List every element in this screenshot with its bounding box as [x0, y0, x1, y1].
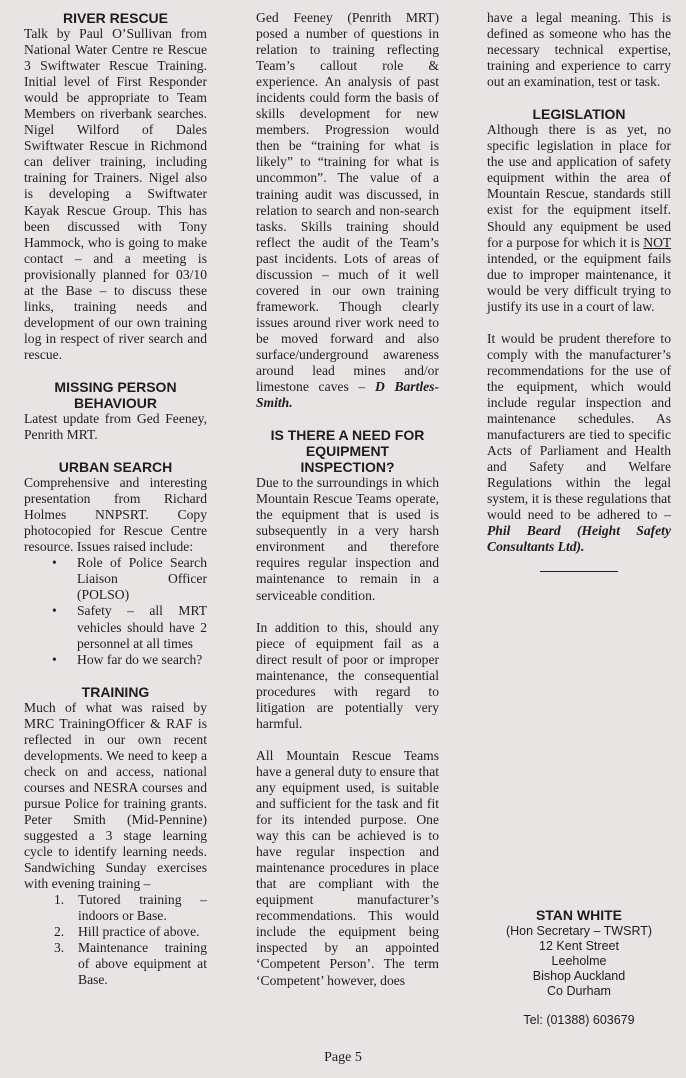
- equipment-paragraph-1: Due to the surroundings in which Mountain Rescue Teams operate, the equipment that is used is subsequently in a very harsh environment and therefore requires regular inspection and maintenance to remain in a serviceable condition.: [256, 475, 439, 603]
- urban-search-heading: URBAN SEARCH: [58, 459, 173, 476]
- list-item: • Safety – all MRT vehicles should have 2 personnel at all times: [24, 603, 207, 651]
- urban-search-issues-list: [24, 555, 207, 667]
- step-number: 2.: [54, 924, 65, 940]
- missing-person-text: Latest update from Ged Feeney, Penrith MRT.: [24, 410, 207, 443]
- equipment-paragraph-3: All Mountain Rescue Teams have a general duty to ensure that any equipment used, is suitable and sufficient for the task and fit for its intended purpose. One way this can be achieved is to have regular inspection and maintenance procedures in place that are compliant with the equipment manufacturer’s recommendations. This would include the equipment being inspected by an appointed ‘Competent Person’. The term ‘Competent’ however, does: [256, 747, 439, 988]
- missing-person-heading: [24, 379, 207, 411]
- competent-definition-text: have a legal meaning. This is defined as someone who has the necessary technical expertise, training and experience to carry out an examination, test or task.: [487, 10, 671, 90]
- contact-block: [487, 907, 671, 1028]
- list-item: • Role of Police Search Liaison Officer (POLSO): [24, 555, 207, 603]
- column-2: [256, 10, 439, 989]
- step-number: 3.: [54, 940, 65, 956]
- training-audit-text: [256, 10, 439, 411]
- missing-person-heading-line1: MISSING PERSON: [54, 378, 177, 395]
- column-3: [487, 10, 671, 572]
- step-text: Hill practice of above.: [78, 924, 200, 940]
- legislation-heading: LEGISLATION: [532, 106, 626, 123]
- contact-name: STAN WHITE: [535, 907, 623, 923]
- section-divider: [540, 571, 618, 572]
- legislation-paragraph-2: [487, 331, 671, 556]
- equipment-paragraph-2: In addition to this, should any piece of equipment fail as a direct result of poor or improper maintenance, the consequential procedures with regard to litigation are potentially very harmful.: [256, 619, 439, 731]
- equipment-heading-line3: INSPECTION?: [300, 459, 395, 476]
- contact-address-line: Co Durham: [547, 984, 611, 998]
- contact-address-line: Leeholme: [551, 954, 607, 968]
- list-item: [24, 892, 207, 924]
- legislation-text: It would be prudent therefore to comply with the manufacturer’s recommendations for the use of the equipment, which would include regular inspection and maintenance schedules. As manufacturers are tied to specific Acts of Parliament and Health and Safety and Welfare Regulations within the legal system, it is these regulations that would need to be adhered to –: [487, 330, 671, 523]
- list-item: • How far do we search?: [24, 652, 207, 668]
- training-steps-list: [24, 892, 207, 988]
- author-signature: D Bartles-Smith.: [256, 379, 440, 411]
- legislation-paragraph-1: [487, 122, 671, 315]
- missing-person-heading-line2: BEHAVIOUR: [74, 394, 157, 411]
- list-item: [24, 924, 207, 940]
- legislation-text-after: intended, or the equipment fails due to improper maintenance, it would be very difficult trying to justify its use in a court of law.: [487, 250, 671, 314]
- step-number: 1.: [54, 892, 65, 908]
- contact-telephone: Tel: (01388) 603679: [523, 1013, 635, 1027]
- contact-address-line: Bishop Auckland: [532, 969, 626, 983]
- river-rescue-heading: RIVER RESCUE: [62, 10, 169, 26]
- urban-search-text: Comprehensive and interesting presentation from Richard Holmes NNPSRT. Copy photocopied for Rescue Centre resource. Issues raised include:: [24, 475, 207, 555]
- legislation-text-before: Although there is as yet, no specific legislation in place for the use and application of safety equipment within the area of Mountain Rescue, standards still exist for the equipment itself. Should any equipment be used for a purpose for which it is: [487, 122, 671, 250]
- contact-role: (Hon Secretary – TWSRT): [505, 924, 653, 938]
- training-heading: TRAINING: [81, 683, 150, 700]
- list-item: [24, 940, 207, 988]
- river-rescue-text: Talk by Paul O’Sullivan from National Water Centre re Rescue 3 Swiftwater Rescue Training. Initial level of First Responder would be appropriate to Team Members on riverbank searches. Nigel Wilford of Dales Swiftwater Rescue in Richmond can deliver training, including training for Trainers. Nigel also is developing a Swiftwater Kayak Rescue Group. This has been discussed with Tony Hammock, who is going to make contact – and a meeting is provisionally planned for 03/10 at the Base – to discuss these links, training needs and development of our own training log in respect of river search and rescue.: [24, 26, 207, 362]
- training-text: Much of what was raised by MRC TrainingOfficer & RAF is reflected in our own recent developments. We need to keep a check on and access, national courses and NESRA courses and pursue Police for training grants. Peter Smith (Mid-Pennine) suggested a 3 stage learning cycle to identify learning needs. Sandwiching Sunday exercises with evening training –: [24, 699, 207, 892]
- equipment-inspection-heading: [256, 427, 439, 475]
- training-audit-body: Ged Feeney (Penrith MRT) posed a number of questions in relation to training reflecting Team’s callout role & experience. An analysis of past incidents could form the basis of skills development for new members. Progression would then be “training for what is likely” to “training for what is uncommon”. The value of a training audit was discussed, in relation to search and non-search tasks. Skills training should reflect the audit of the Team’s past incidents. Lots of areas of discussion – much of it well covered in our own training framework. Though clearly issues around river work need to be moved forward and also surface/underground awareness around lead mines and/or limestone caves –: [256, 10, 439, 395]
- page-number: Page 5: [324, 1050, 362, 1065]
- equipment-heading-line1: IS THERE A NEED FOR: [270, 427, 425, 444]
- contact-address-line: 12 Kent Street: [539, 939, 619, 953]
- step-text: Maintenance training of above equipment at Base.: [78, 940, 207, 988]
- emphasis-not: NOT: [643, 234, 671, 250]
- step-text: Tutored training – indoors or Base.: [78, 892, 207, 924]
- author-signature: Phil Beard (Height Safety Consultants Ltd).: [487, 523, 671, 555]
- column-1: [24, 10, 207, 988]
- equipment-heading-line2: EQUIPMENT: [305, 443, 390, 460]
